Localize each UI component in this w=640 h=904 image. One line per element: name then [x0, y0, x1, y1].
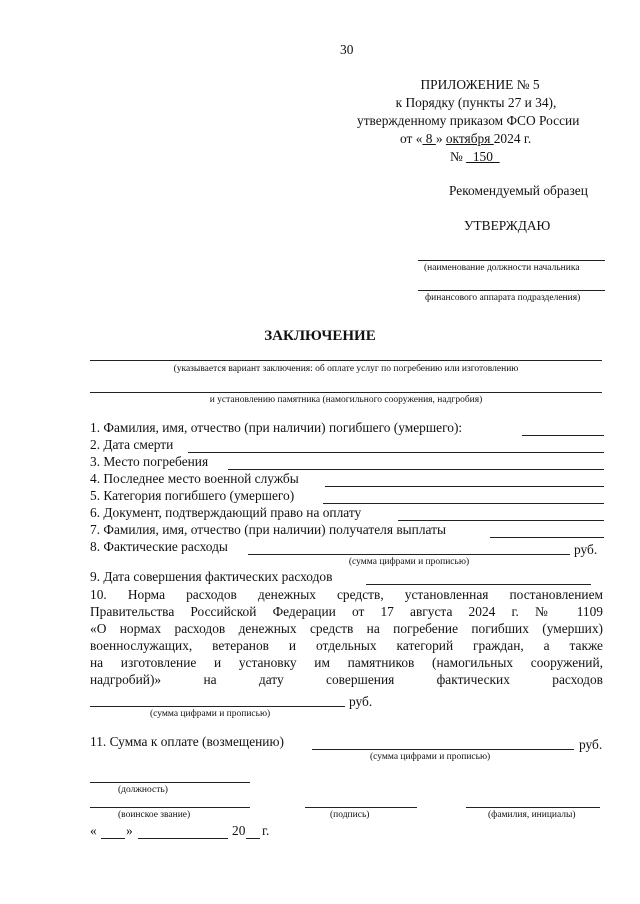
field-10-line-3: «О нормах расходов денежных средств на погребение погибших (умерших): [90, 621, 603, 637]
approve-caption-2: финансового аппарата подразделения): [425, 293, 581, 303]
name-line: [466, 807, 600, 808]
variant-caption-1: (указывается вариант заключения: об оплате услуг по погребению или изготовлению: [173, 364, 519, 374]
appendix-date-day: 8: [422, 131, 436, 146]
appendix-date: [400, 131, 531, 147]
field-6-line: [398, 520, 604, 521]
approve-line-1: [418, 260, 605, 261]
field-10-line: [90, 706, 345, 707]
field-1-label: 1. Фамилия, имя, отчество (при наличии) погибшего (умершего):: [90, 420, 463, 435]
appendix-number: [450, 149, 500, 165]
field-9-line: [366, 584, 591, 585]
field-11-line: [312, 749, 574, 750]
field-11-unit: руб.: [579, 737, 603, 752]
date-year-suffix: г.: [262, 823, 270, 838]
field-3-line: [228, 469, 604, 470]
rank-line: [90, 807, 250, 808]
field-9-label: 9. Дата совершения фактических расходов: [90, 569, 333, 584]
variant-line-1: [90, 360, 602, 361]
field-10-line-5: на изготовление и установку им памятников (намогильных сооружений,: [90, 655, 603, 671]
field-8-caption: (сумма цифрами и прописью): [348, 557, 470, 567]
field-10-line-1: 10. Норма расходов денежных средств, установленная постановлением: [90, 587, 603, 602]
appendix-date-year: 2024 г.: [493, 131, 532, 146]
position-caption: (должность): [118, 785, 168, 795]
field-8-line: [248, 554, 570, 555]
approve-heading: УТВЕРЖДАЮ: [464, 218, 551, 233]
signature-caption: (подпись): [330, 810, 370, 820]
field-10-line-4: военнослужащих, ветеранов и отдельных категорий граждан, а также: [90, 638, 603, 654]
field-8-unit: руб.: [574, 542, 598, 557]
variant-caption-2: и установлению памятника (намогильного сооружения, надгробия): [209, 395, 483, 405]
field-10-paragraph: [90, 586, 603, 689]
date-day-line: [101, 838, 125, 839]
field-4-label: 4. Последнее место военной службы: [90, 471, 299, 486]
field-2-line: [188, 452, 604, 453]
appendix-number-prefix: №: [450, 149, 463, 164]
approve-caption-1: (наименование должности начальника: [424, 263, 580, 273]
document-title: ЗАКЛЮЧЕНИЕ: [264, 328, 376, 344]
appendix-date-prefix: от «: [400, 131, 423, 146]
field-10-unit: руб.: [349, 694, 373, 709]
field-10-caption: (сумма цифрами и прописью): [150, 709, 271, 719]
page-number: 30: [340, 42, 354, 57]
field-1-line: [522, 435, 604, 436]
field-7-line: [490, 537, 604, 538]
date-close-quote: »: [126, 823, 133, 838]
field-7-label: 7. Фамилия, имя, отчество (при наличии) получателя выплаты: [90, 522, 446, 537]
field-11-label: 11. Сумма к оплате (возмещению): [90, 734, 284, 749]
position-line: [90, 782, 250, 783]
date-open-quote: «: [90, 823, 97, 838]
field-5-line: [323, 503, 604, 504]
recommended-sample: Рекомендуемый образец: [449, 183, 588, 198]
field-11-caption: (сумма цифрами и прописью): [370, 752, 491, 762]
signature-line: [305, 807, 417, 808]
field-4-line: [325, 486, 604, 487]
field-8-label: 8. Фактические расходы: [90, 539, 228, 554]
date-month-line: [138, 838, 228, 839]
field-5-label: 5. Категория погибшего (умершего): [90, 488, 295, 503]
appendix-title: ПРИЛОЖЕНИЕ № 5: [420, 77, 540, 92]
field-3-label: 3. Место погребения: [90, 454, 209, 469]
name-caption: (фамилия, инициалы): [488, 810, 576, 820]
date-year-prefix: 20: [232, 823, 246, 838]
variant-line-2: [90, 392, 602, 393]
field-10-line-6: надгробий)» на дату совершения фактических расходов: [90, 672, 603, 688]
appendix-date-month: октября: [445, 131, 494, 146]
appendix-line2: к Порядку (пункты 27 и 34),: [395, 95, 557, 110]
field-10-line-2: Правительства Российской Федерации от 17 августа 2024 г. № 1109: [90, 604, 603, 620]
rank-caption: (воинское звание): [118, 810, 191, 820]
date-year-line: [246, 838, 260, 839]
appendix-number-value: 150: [466, 149, 500, 164]
appendix-date-mid: »: [435, 131, 446, 146]
approve-line-2: [418, 290, 605, 291]
field-6-label: 6. Документ, подтверждающий право на оплату: [90, 505, 362, 520]
appendix-line3: утвержденному приказом ФСО России: [357, 113, 580, 128]
field-2-label: 2. Дата смерти: [90, 437, 174, 452]
